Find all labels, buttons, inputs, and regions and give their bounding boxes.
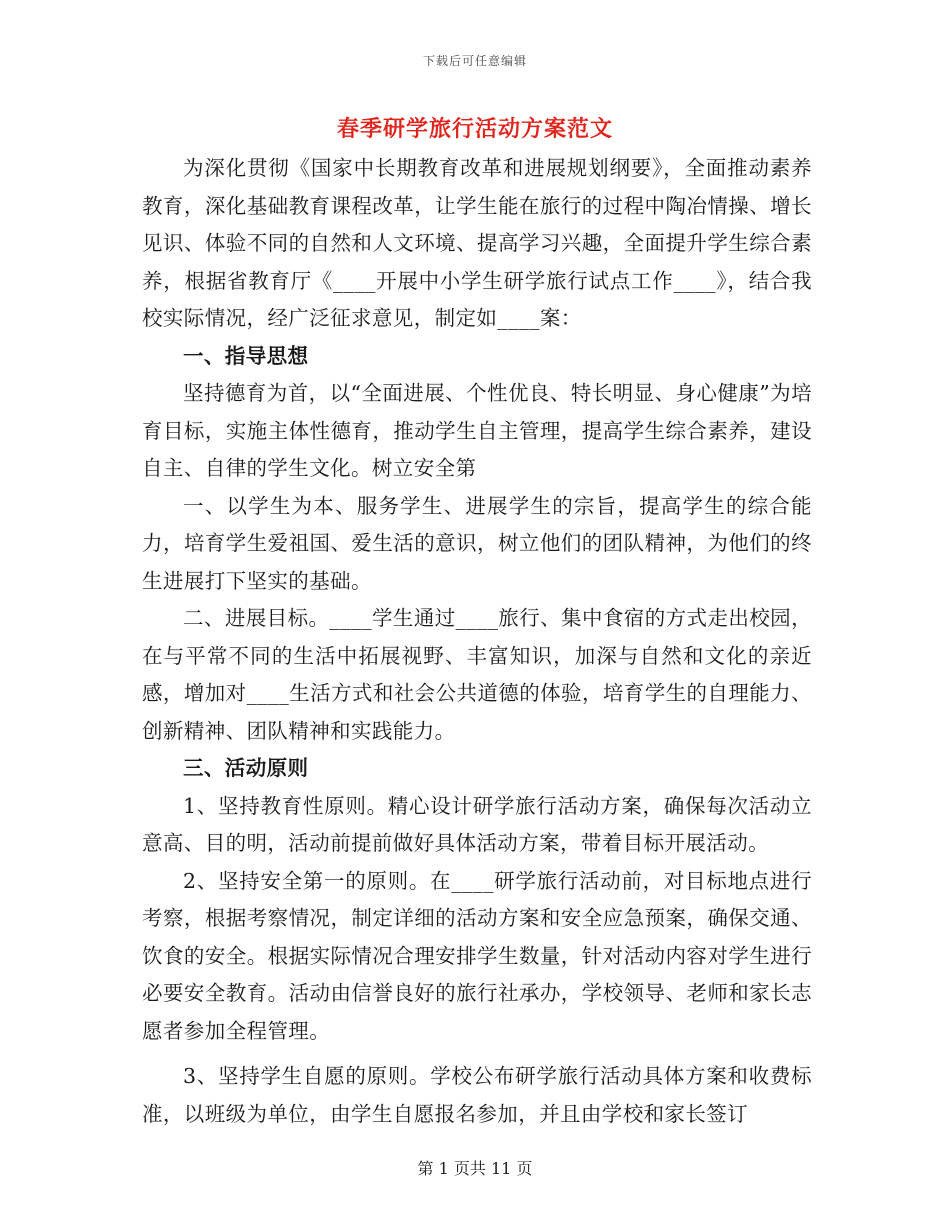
document-title: 春季研学旅行活动方案范文	[336, 116, 613, 142]
page-number: 第 1 页共 11 页	[417, 1159, 533, 1178]
section-heading-guiding-ideology: 一、指导思想	[183, 343, 309, 368]
body-paragraph: 2、坚持安全第一的原则。在____研学旅行活动前，对目标地点进行考察，根据考察情况，制定详细的活动方案和安全应急预案，确保交通、饮食的安全。根据实际情况合理安排学生数量，针对活动内容对学生进行必要安全教育。活动由信誉良好的旅行社承办，学校领导、老师和家长志愿者参加全程管理。	[142, 868, 812, 1043]
intro-paragraph: 为深化贯彻《国家中长期教育改革和进展规划纲要》，全面推动素养教育，深化基础教育课程改革，让学生能在旅行的过程中陶冶情操、增长见识、体验不同的自然和人文环境、提高学习兴趣，全面提升学生综合素养，根据省教育厅《____开展中小学生研学旅行试点工作____》，结合我校实际情况，经广泛征求意见，制定如____案：	[142, 156, 812, 330]
body-paragraph: 坚持德育为首，以“全面进展、个性优良、特长明显、身心健康”为培育目标，实施主体性德育，推动学生自主管理，提高学生综合素养，建设自主、自律的学生文化。树立安全第	[142, 381, 812, 480]
document-body	[142, 150, 812, 1133]
body-paragraph: 1、坚持教育性原则。精心设计研学旅行活动方案，确保每次活动立意高、目的明，活动前提前做好具体活动方案，带着目标开展活动。	[142, 793, 812, 855]
body-paragraph: 一、以学生为本、服务学生、进展学生的宗旨，提高学生的综合能力，培育学生爱祖国、爱生活的意识，树立他们的团队精神，为他们的终生进展打下坚实的基础。	[142, 493, 812, 593]
body-paragraph: 二、进展目标。____学生通过____旅行、集中食宿的方式走出校园，在与平常不同的生活中拓展视野、丰富知识，加深与自然和文化的亲近感，增加对____生活方式和社会公共道德的体验，培育学生的自理能力、创新精神、团队精神和实践能力。	[142, 606, 812, 743]
section-heading-activity-principles: 三、活动原则	[183, 756, 309, 780]
header-note: 下载后可任意编辑	[422, 54, 527, 68]
body-paragraph: 3、坚持学生自愿的原则。学校公布研学旅行活动具体方案和收费标准，以班级为单位，由学生自愿报名参加，并且由学校和家长签订	[142, 1064, 812, 1126]
